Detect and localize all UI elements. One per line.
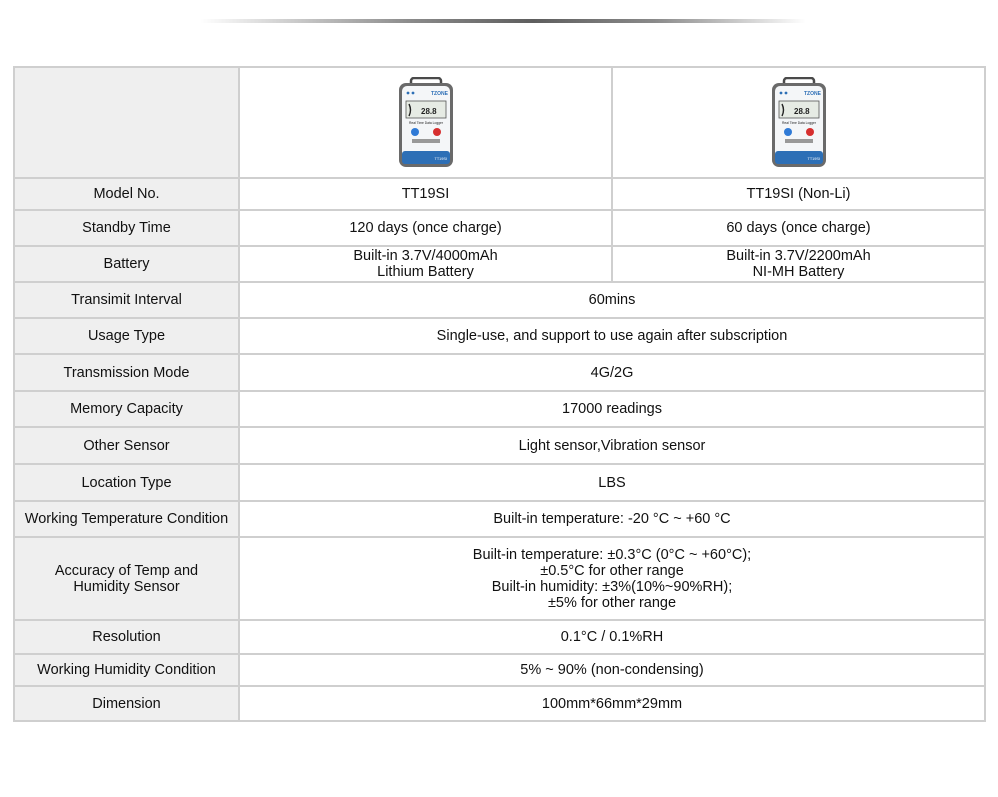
- table-row: [14, 318, 985, 354]
- row-label: Location Type: [14, 464, 239, 501]
- row-value: 60mins: [239, 282, 985, 318]
- row-label: Other Sensor: [14, 427, 239, 464]
- row-value: Light sensor,Vibration sensor: [239, 427, 985, 464]
- value-line: ±0.5°C for other range: [540, 562, 684, 579]
- svg-text:TZONE: TZONE: [430, 90, 448, 97]
- label-line: Humidity Sensor: [73, 578, 180, 595]
- table-row: [14, 391, 985, 427]
- image-row: [14, 67, 985, 178]
- row-label: Resolution: [14, 620, 239, 654]
- row-label: Memory Capacity: [14, 391, 239, 427]
- row-value: [239, 246, 612, 282]
- row-value: Built-in temperature: -20 °C ~ +60 °C: [239, 501, 985, 537]
- row-label: Working Humidity Condition: [14, 654, 239, 686]
- row-value: 60 days (once charge): [612, 210, 985, 246]
- row-value: [612, 246, 985, 282]
- table-row: [14, 282, 985, 318]
- row-value: 17000 readings: [239, 391, 985, 427]
- top-divider: [200, 19, 806, 23]
- row-value: 4G/2G: [239, 354, 985, 391]
- svg-text:TZONE: TZONE: [803, 90, 821, 97]
- row-value: TT19SI (Non-Li): [612, 178, 985, 210]
- row-value: 120 days (once charge): [239, 210, 612, 246]
- row-value: Single-use, and support to use again after subscription: [239, 318, 985, 354]
- value-line: Lithium Battery: [377, 264, 474, 280]
- row-label: [14, 537, 239, 620]
- product-image-cell-1: [239, 67, 612, 178]
- row-label: Standby Time: [14, 210, 239, 246]
- table-row: [14, 464, 985, 501]
- svg-text:Real Time Data Logger: Real Time Data Logger: [408, 120, 443, 125]
- value-line: Built-in 3.7V/4000mAh: [353, 248, 498, 264]
- svg-text:Real Time Data Logger: Real Time Data Logger: [781, 120, 816, 125]
- table-row: [14, 178, 985, 210]
- row-label: Transmission Mode: [14, 354, 239, 391]
- svg-text:TT19SI: TT19SI: [434, 156, 447, 161]
- table-row: [14, 246, 985, 282]
- table-row: [14, 654, 985, 686]
- table-row: [14, 501, 985, 537]
- table-row: [14, 620, 985, 654]
- row-label: Dimension: [14, 686, 239, 721]
- product-image-cell-2: [612, 67, 985, 178]
- row-label: Transimit Interval: [14, 282, 239, 318]
- spec-table: [13, 66, 986, 722]
- value-line: ±5% for other range: [547, 594, 677, 611]
- image-row-label: [14, 67, 239, 178]
- data-logger-image: [396, 77, 456, 169]
- table-row: [14, 537, 985, 620]
- value-line: Built-in temperature: ±0.3°C (0°C ~ +60°C);: [472, 546, 752, 563]
- table-row: [14, 354, 985, 391]
- row-label: Battery: [14, 246, 239, 282]
- row-label: Model No.: [14, 178, 239, 210]
- row-value: 5% ~ 90% (non-condensing): [239, 654, 985, 686]
- row-value: 100mm*66mm*29mm: [239, 686, 985, 721]
- table-row: [14, 686, 985, 721]
- row-value: TT19SI: [239, 178, 612, 210]
- row-label: Working Temperature Condition: [14, 501, 239, 537]
- value-line: NI-MH Battery: [752, 264, 845, 280]
- row-value: LBS: [239, 464, 985, 501]
- table-row: [14, 210, 985, 246]
- label-line: Accuracy of Temp and: [54, 562, 199, 579]
- value-line: Built-in humidity: ±3%(10%~90%RH);: [491, 578, 733, 595]
- row-label: Usage Type: [14, 318, 239, 354]
- table-row: [14, 427, 985, 464]
- svg-text:28.8: 28.8: [420, 106, 437, 116]
- value-line: Built-in 3.7V/2200mAh: [726, 248, 871, 264]
- row-value: [239, 537, 985, 620]
- svg-text:TT19SI: TT19SI: [807, 156, 820, 161]
- data-logger-image: [769, 77, 829, 169]
- svg-text:28.8: 28.8: [793, 106, 810, 116]
- row-value: 0.1°C / 0.1%RH: [239, 620, 985, 654]
